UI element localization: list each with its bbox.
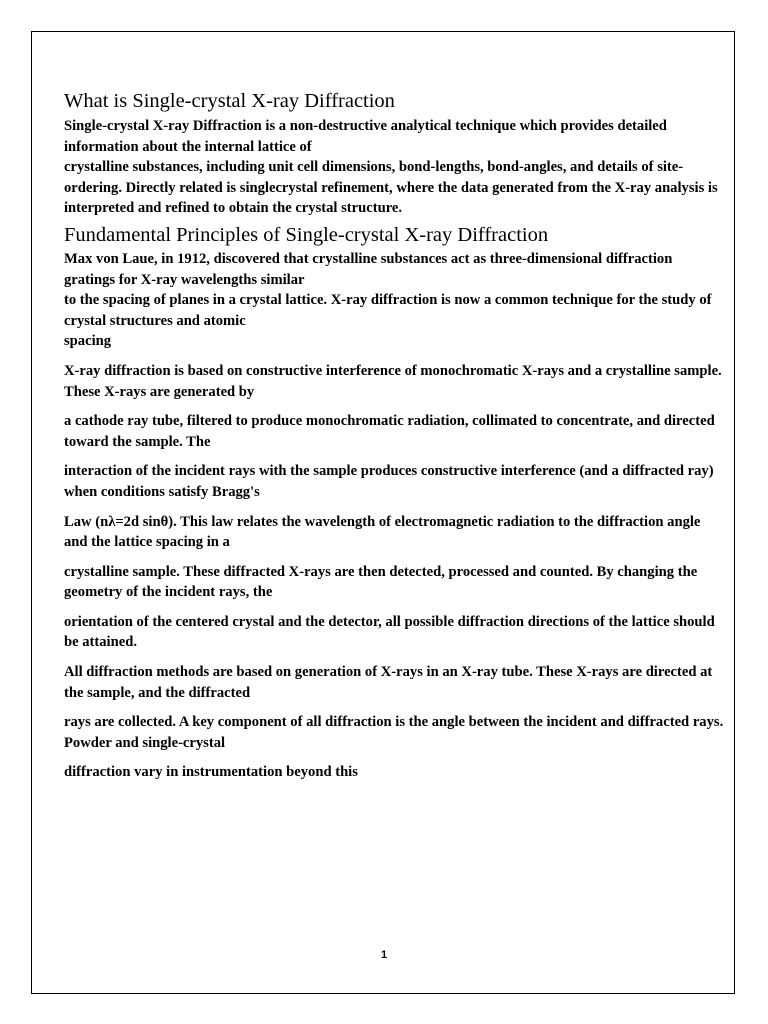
- body-paragraph-6: orientation of the centered crystal and the detector, all possible diffraction directions of the lattice should be attained.: [64, 613, 715, 651]
- body-paragraph-5: crystalline sample. These diffracted X-rays are then detected, processed and counted. By changing the geometry of the incident rays, the: [64, 563, 698, 601]
- section-heading-fundamentals: Fundamental Principles of Single-crystal X-ray Diffraction: [64, 223, 549, 246]
- body-paragraph-9: diffraction vary in instrumentation beyond this: [64, 764, 358, 781]
- body-paragraph-4: Law (nλ=2d sinθ). This law relates the wavelength of electromagnetic radiation to the diffraction angle and the lattice spacing in a: [64, 513, 701, 551]
- principles-paragraph-1: Max von Laue, in 1912, discovered that crystalline substances act as three-dimensional diffraction gratings for X-ray wavelengths similar: [64, 250, 673, 288]
- principles-paragraph-2: to the spacing of planes in a crystal lattice. X-ray diffraction is now a common technique for the study of crystal structures and atomic: [64, 292, 712, 329]
- body-paragraph-1: X-ray diffraction is based on constructive interference of monochromatic X-rays and a crystalline sample. These X-rays are generated by: [64, 362, 722, 400]
- page-number: 1: [380, 949, 388, 961]
- intro-paragraph-1: Single-crystal X-ray Diffraction is a non-destructive analytical technique which provides detailed information about the internal lattice of: [64, 118, 667, 155]
- body-paragraph-3: interaction of the incident rays with the sample produces constructive interference (and a diffracted ray) when conditions satisfy Bragg's: [64, 463, 714, 500]
- body-paragraph-7: All diffraction methods are based on generation of X-rays in an X-ray tube. These X-rays are directed at the sample, and the diffracted: [64, 664, 713, 701]
- body-paragraph-2: a cathode ray tube, filtered to produce monochromatic radiation, collimated to concentrate, and directed toward the sample. The: [64, 413, 715, 450]
- principles-paragraph-3: spacing: [64, 333, 112, 350]
- document-body: [64, 90, 724, 783]
- section-heading-what-is: What is Single-crystal X-ray Diffraction: [64, 90, 395, 112]
- body-paragraph-8: rays are collected. A key component of all diffraction is the angle between the incident and diffracted rays. Powder and single-crystal: [64, 714, 724, 751]
- intro-paragraph-2: crystalline substances, including unit cell dimensions, bond-lengths, bond-angles, and details of site-ordering. Directly related is singlecrystal refinement, where the data generated from the X-ray analysis is interpreted and refined to obtain the crystal structure.: [64, 159, 718, 217]
